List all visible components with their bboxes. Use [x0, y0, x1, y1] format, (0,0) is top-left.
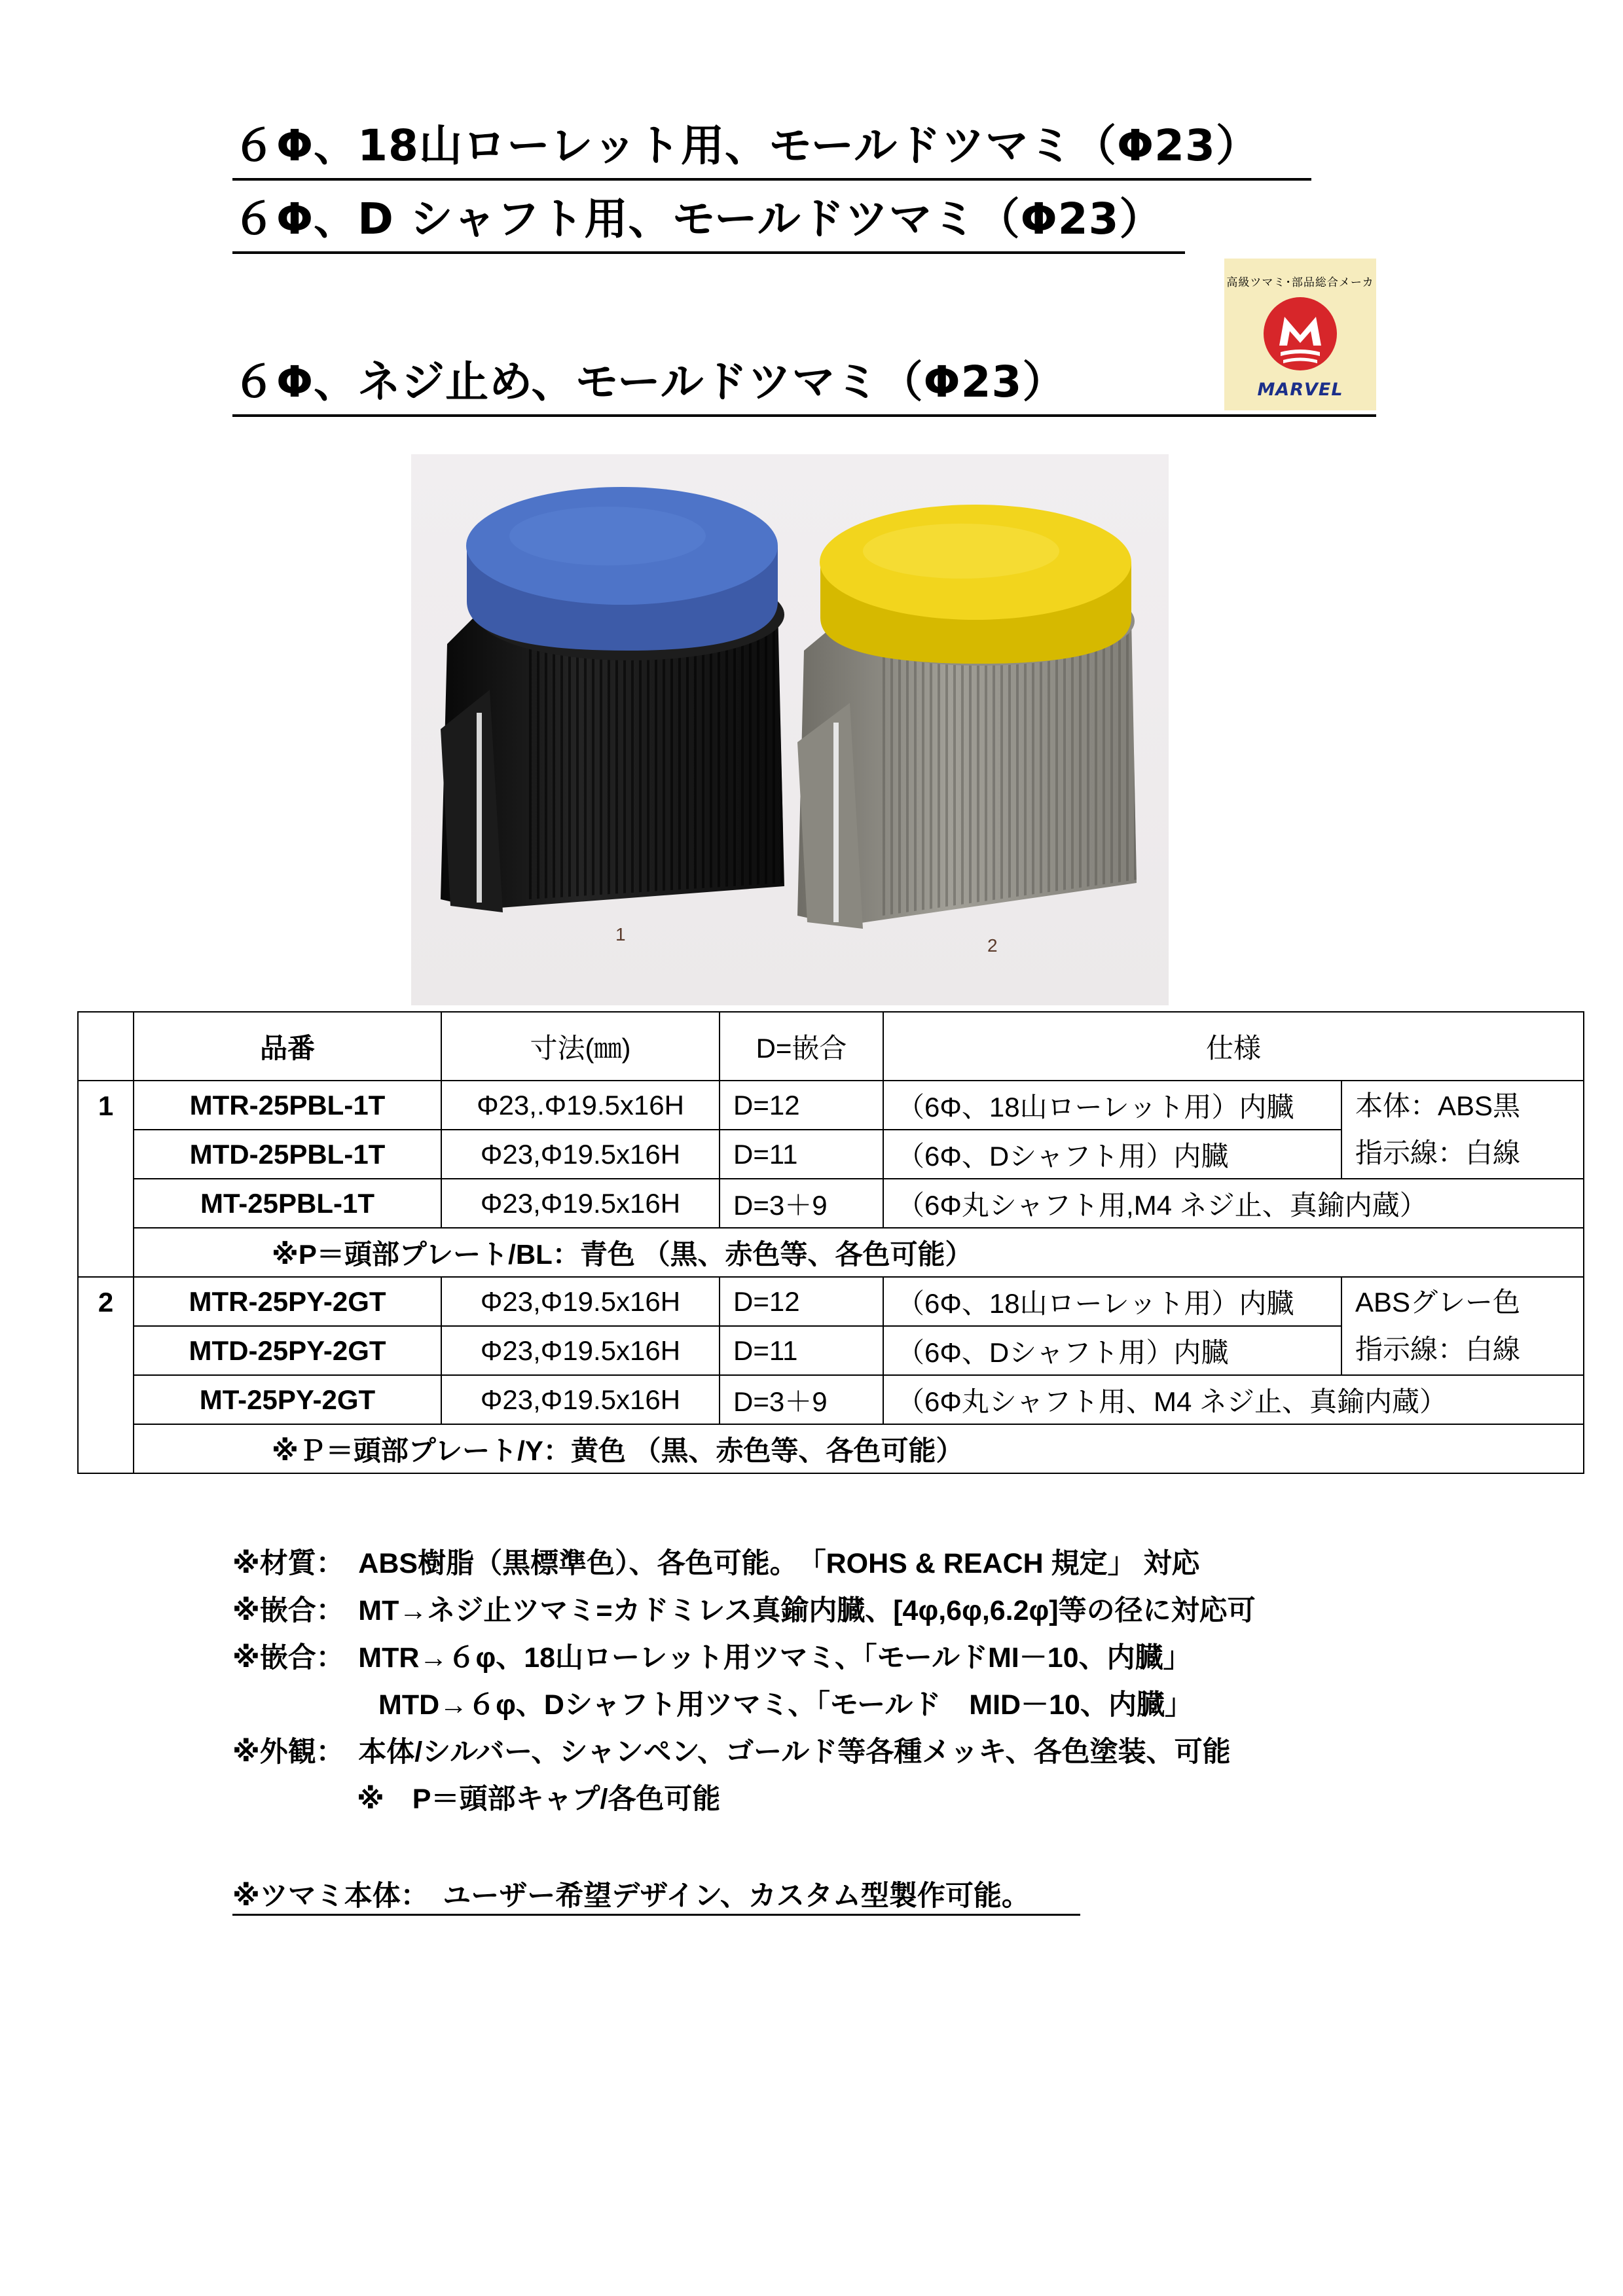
- part-number: MTD-25PY-2GT: [134, 1326, 441, 1375]
- fit: D=3＋9: [720, 1179, 883, 1228]
- header-spec: 仕様: [883, 1012, 1584, 1081]
- fit: D=11: [720, 1326, 883, 1375]
- table-row: [78, 1277, 1584, 1326]
- spec: （6Φ丸シャフト用,M4 ネジ止、真鍮内蔵）: [883, 1179, 1584, 1228]
- spec: （6Φ、18山ローレット用）内臓: [883, 1277, 1341, 1326]
- dimensions: Φ23,Φ19.5x16H: [441, 1375, 720, 1424]
- note-custom: ※ツマミ本体： ユーザー希望デザイン、カスタム型製作可能。: [232, 1880, 1030, 1912]
- material: 本体：ABS黒: [1355, 1090, 1521, 1121]
- table-row: [78, 1179, 1584, 1228]
- indicator-line: 指示線：白線: [1355, 1138, 1521, 1168]
- spec-table: [77, 1011, 1584, 1474]
- group-number: 2: [78, 1277, 134, 1473]
- knob-2-graphic: [797, 505, 1137, 929]
- logo-brand: MARVEL: [1257, 380, 1343, 400]
- spec: （6Φ、18山ローレット用）内臓: [883, 1081, 1341, 1130]
- title-1-underline: [232, 178, 1311, 181]
- note-appearance: ※外観： 本体/シルバー、シャンペン、ゴールド等各種メッキ、各色塗装、可能: [232, 1736, 1231, 1768]
- note-material: ※材質： ABS樹脂（黒標準色）、各色可能。 「ROHS & REACH 規定」 対応: [232, 1548, 1200, 1579]
- knob-photo: [411, 454, 1169, 1005]
- part-number: MT-25PBL-1T: [134, 1179, 441, 1228]
- logo-tagline: 高級ツマミ･部品総合メーカ: [1226, 276, 1374, 289]
- header-dimensions: 寸法(㎜): [441, 1012, 720, 1081]
- table-row: [78, 1375, 1584, 1424]
- group-note: ※Ｐ＝頭部プレート/Y：黄色 （黒、赤色等、各色可能）: [134, 1424, 1584, 1473]
- material: ABSグレー色: [1355, 1287, 1521, 1318]
- material-cell: [1341, 1081, 1584, 1179]
- header-part-no: 品番: [134, 1012, 441, 1081]
- note-cap: ※ P＝頭部キャプ/各色可能: [357, 1784, 721, 1815]
- header-no: [78, 1012, 134, 1081]
- part-number: MT-25PY-2GT: [134, 1375, 441, 1424]
- group-note: ※P＝頭部プレート/BL：青色 （黒、赤色等、各色可能）: [134, 1228, 1584, 1277]
- note-fit-mt: ※嵌合： MT→ネジ止ツマミ=カドミレス真鍮内臓、[4φ,6φ,6.2φ]等の径に対応可: [232, 1595, 1256, 1626]
- photo-label-2: 2: [987, 935, 998, 956]
- dimensions: Φ23,Φ19.5x16H: [441, 1179, 720, 1228]
- dimensions: Φ23,Φ19.5x16H: [441, 1277, 720, 1326]
- fit: D=12: [720, 1081, 883, 1130]
- fit: D=3＋9: [720, 1375, 883, 1424]
- title-1: ６Φ、18山ローレット用、モールドツマミ（Φ23）: [232, 120, 1260, 171]
- table-header-row: [78, 1012, 1584, 1081]
- marvel-logo: [1224, 259, 1376, 410]
- indicator-line: 指示線：白線: [1355, 1334, 1521, 1365]
- spec: （6Φ、Dシャフト用）内臓: [883, 1130, 1341, 1179]
- part-number: MTR-25PBL-1T: [134, 1081, 441, 1130]
- dimensions: Φ23,Φ19.5x16H: [441, 1326, 720, 1375]
- part-number: MTD-25PBL-1T: [134, 1130, 441, 1179]
- note-fit-mtr: ※嵌合： MTR→６φ、18山ローレット用ツマミ、「モールドMI－10、内臓」: [232, 1642, 1192, 1674]
- marvel-m-icon: [1261, 295, 1340, 373]
- group-number: 1: [78, 1081, 134, 1277]
- table-note-row: [78, 1228, 1584, 1277]
- note-fit-mtd: MTD→６φ、Dシャフト用ツマミ、「モールド MID－10、内臓」: [378, 1689, 1193, 1721]
- title-2-underline: [232, 251, 1185, 254]
- title-3-underline: [232, 414, 1376, 417]
- table-row: [78, 1081, 1584, 1130]
- dimensions: Φ23,Φ19.5x16H: [441, 1130, 720, 1179]
- spec: （6Φ、Dシャフト用）内臓: [883, 1326, 1341, 1375]
- fit: D=11: [720, 1130, 883, 1179]
- title-2: ６Φ、D シャフト用、モールドツマミ（Φ23）: [232, 194, 1163, 244]
- header-fit: D=嵌合: [720, 1012, 883, 1081]
- table-note-row: [78, 1424, 1584, 1473]
- knob-1-graphic: [441, 487, 784, 912]
- part-number: MTR-25PY-2GT: [134, 1277, 441, 1326]
- dimensions: Φ23,.Φ19.5x16H: [441, 1081, 720, 1130]
- spec: （6Φ丸シャフト用、M4 ネジ止、真鍮内蔵）: [883, 1375, 1584, 1424]
- material-cell: [1341, 1277, 1584, 1375]
- title-3: ６Φ、ネジ止め、モールドツマミ（Φ23）: [232, 357, 1067, 407]
- fit: D=12: [720, 1277, 883, 1326]
- photo-label-1: 1: [615, 924, 626, 944]
- note-custom-underline: [232, 1914, 1080, 1916]
